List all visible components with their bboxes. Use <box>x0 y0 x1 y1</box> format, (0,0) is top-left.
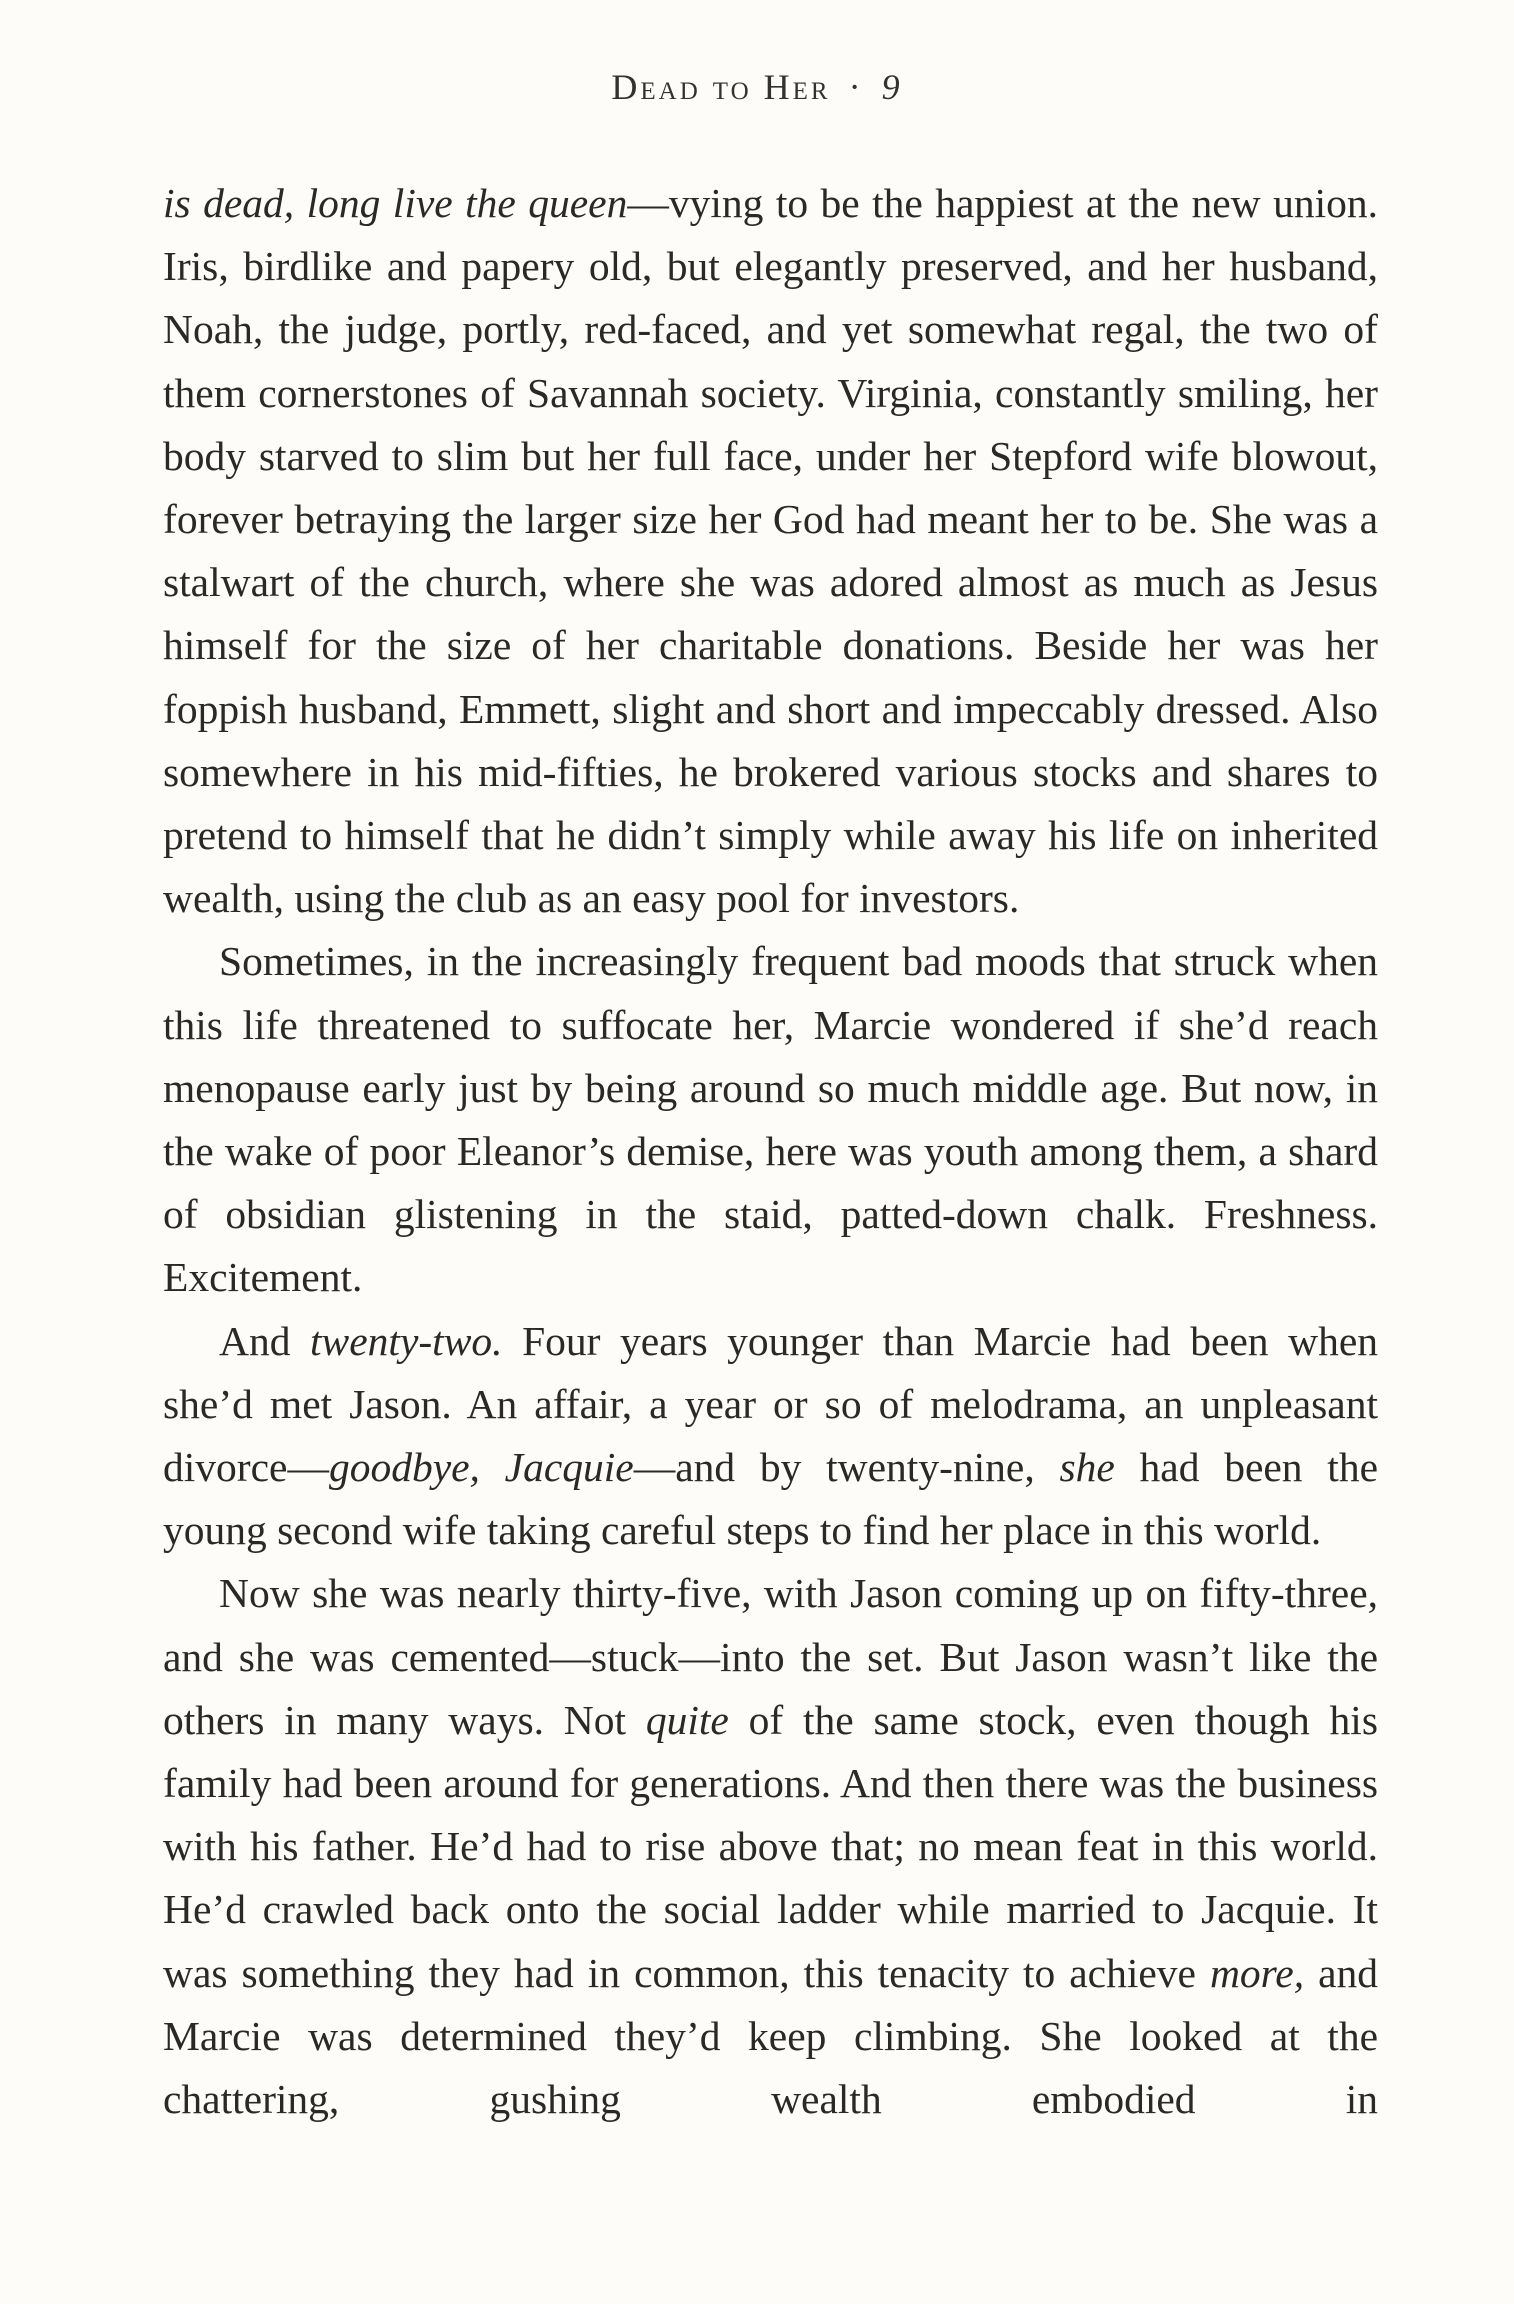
italic-text-run: goodbye, Jacquie <box>328 1444 634 1491</box>
text-run: Sometimes, in the increasingly frequent bad moods that struck when this life threatened to suffocate her, Marcie wondered if she’d reach menopause early just by being around so much middle age. But now, in the wake of poor Eleanor’s demise, here was youth among them, a shard of obsidian glistening in the staid, patted-down chalk. Freshness. Excitement. <box>163 938 1378 1301</box>
text-run: Four years younger than Marcie had been when she’d met Jason. An affair, a year or so of melodrama, an unpleasant divorce— <box>163 1317 1378 1491</box>
paragraph <box>163 1310 1378 1563</box>
paragraph <box>163 172 1378 930</box>
italic-text-run: quite <box>645 1696 729 1743</box>
text-run: of the same stock, even though his family had been around for generations. And then there was the business with his father. He’d had to rise above that; no mean feat in this world. He’d crawled back onto the social ladder while married to Jacquie. It was something they had in common, this tenacity to achieve <box>163 1696 1378 1996</box>
text-run: —and by twenty-nine, <box>633 1444 1060 1491</box>
text-run: had been the young second wife taking careful steps to find her place in this world. <box>163 1444 1378 1554</box>
italic-text-run: she <box>1059 1444 1115 1491</box>
text-run: Now she was nearly thirty-five, with Jason coming up on fifty-three, and she was cemented—stuck—into the set. But Jason wasn’t like the others in many ways. Not <box>163 1570 1378 1743</box>
running-head <box>0 66 1514 108</box>
italic-text-run: is dead, long live the queen <box>163 180 628 226</box>
italic-text-run: more, <box>1209 1949 1305 1996</box>
running-head-title: Dead to Her <box>611 67 831 107</box>
text-run: —vying to be the happiest at the new union. Iris, birdlike and papery old, but elegantly preserved, and her husband, Noah, the judge, portly, red-faced, and yet somewhat regal, the two of them cornerstones of Savannah society. Virginia, constantly smiling, her body starved to slim but her full face, under her Stepford wife blowout, forever betraying the larger size her God had meant her to be. She was a stalwart of the church, where she was adored almost as much as Jesus himself for the size of her charitable donations. Beside her was her foppish husband, Emmett, slight and short and impeccably dressed. Also somewhere in his mid-fifties, he brokered various stocks and shares to pretend to himself that he didn’t simply while away his life on inherited wealth, using the club as an easy pool for investors. <box>163 180 1378 922</box>
running-head-separator: · <box>848 67 864 107</box>
body-text <box>163 172 1378 2131</box>
text-run: And <box>219 1317 311 1364</box>
text-run: and Marcie was determined they’d keep climbing. She looked at the chattering, gushing wealth embodied in <box>163 1949 1378 2123</box>
paragraph <box>163 930 1378 1309</box>
paragraph <box>163 1562 1378 2131</box>
page-number: 9 <box>881 67 903 107</box>
italic-text-run: twenty-two. <box>310 1317 503 1364</box>
